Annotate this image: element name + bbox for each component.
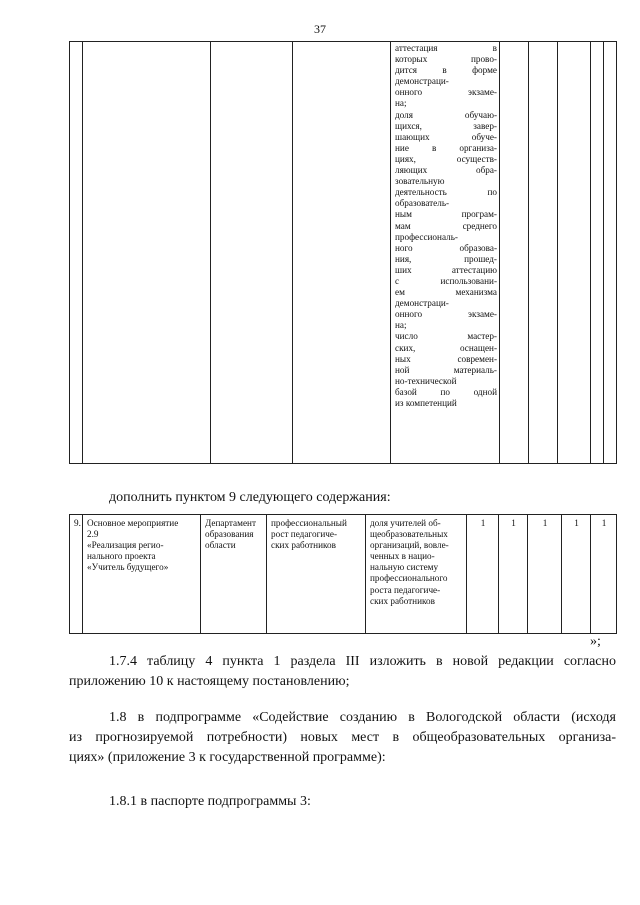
indicator-cell: доля учителей об- щеобразовательных организаций, вовле- ченных в нацио- нальную систему профессионального роста педагогиче- ских работников [366,515,467,634]
table-cell [604,42,617,464]
new-item-table [69,514,617,634]
item-number: 9. [70,515,83,634]
table-cell [83,42,211,464]
paragraph-1-8-1: 1.8.1 в паспорте подпрограммы 3: [109,794,311,809]
table-cell [70,42,83,464]
paragraph-1-8: 1.8 в подпрограмме «Содействие созданию в Вологодской области (исходя из прогнозируемой потребности) новых мест в общеобразовательных организа- циях» (приложение 3 к государственной программе): [69,710,616,765]
table-cell [591,42,604,464]
table-cell [500,42,529,464]
paragraph-1-7-4: 1.7.4 таблицу 4 пункта 1 раздела III изложить в новой редакции согласно приложению 10 к настоящему постановлению; [69,654,616,689]
page-number: 37 [314,22,326,36]
continued-table [69,41,617,464]
table-cell [558,42,591,464]
table-cell [293,42,391,464]
table-row [70,42,617,464]
closing-quote: »; [590,634,601,649]
intro-text: дополнить пунктом 9 следующего содержания: [109,490,391,505]
table-row [70,515,617,634]
value-cell: 1 [499,515,528,634]
result-cell: профессиональный рост педагогиче- ских работников [267,515,366,634]
table-cell [529,42,558,464]
value-cell: 1 [591,515,617,634]
event-cell: Основное мероприятие 2.9 «Реализация регио- нального проекта «Учитель будущего» [83,515,201,634]
value-cell: 1 [467,515,499,634]
table-cell [211,42,293,464]
value-cell: 1 [562,515,591,634]
value-cell: 1 [528,515,562,634]
indicator-cell: аттестация в которых прово- дится в форме демонстраци- онного экзаме- на; доля обучаю- щихся, завер- шающих обуче- ние в организа- циях, осуществ- ляющих обра- зовательную деятельность по образователь- ным програм- мам среднего профессиональ- ного образова- ния, прошед- ших аттестацию с использовани- ем механизма демонстраци- онного экзаме- на; число мастер- ских, оснащен- ных современ- ной материаль- но-технической базой по одной из компетенций [391,42,500,464]
executor-cell: Департамент образования области [201,515,267,634]
